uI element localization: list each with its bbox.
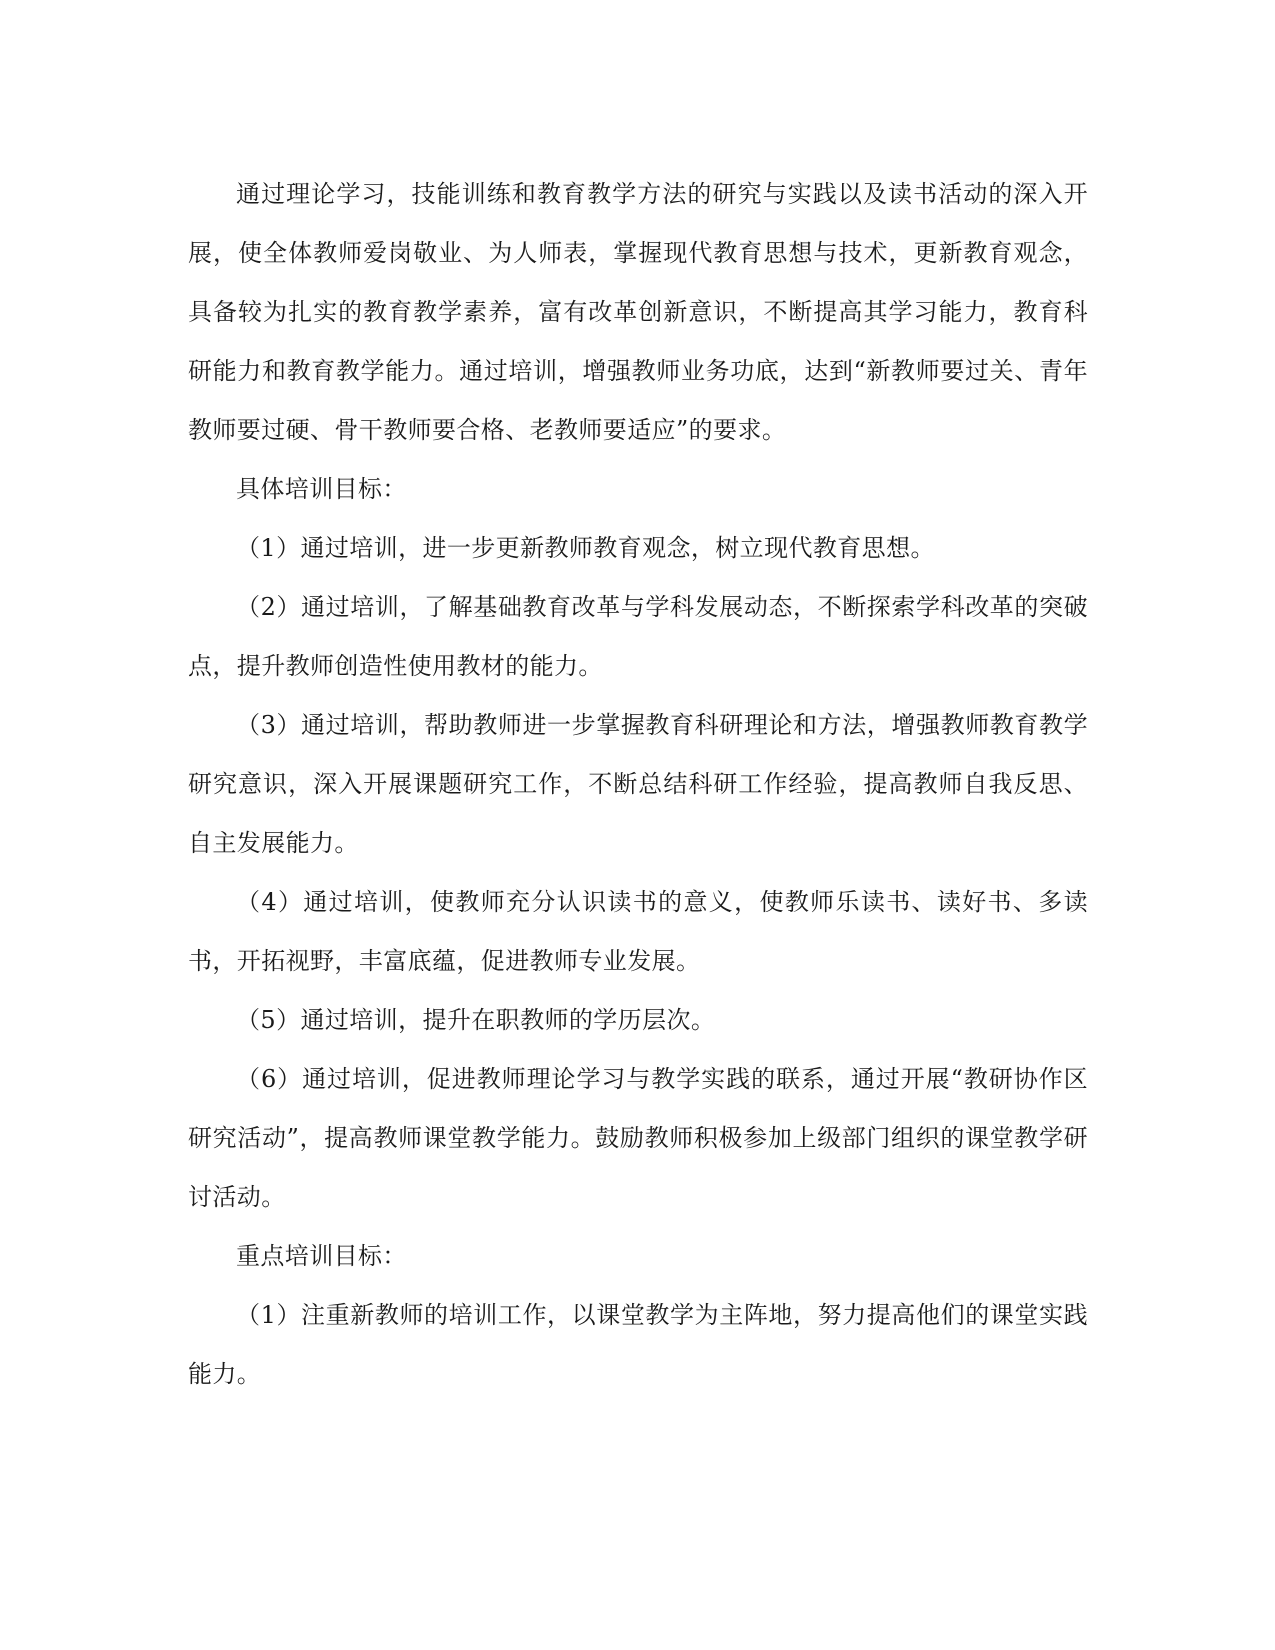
specific-goal-4: （4）通过培训，使教师充分认识读书的意义，使教师乐读书、读好书、多读书，开拓视野，丰富底蕴，促进教师专业发展。 bbox=[188, 888, 1088, 975]
heading-specific-goals: 具体培训目标： bbox=[236, 475, 407, 503]
specific-goal-5: （5）通过培训，提升在职教师的学历层次。 bbox=[236, 1006, 716, 1034]
specific-goal-3: （3）通过培训，帮助教师进一步掌握教育科研理论和方法，增强教师教育教学研究意识，深入开展课题研究工作，不断总结科研工作经验，提高教师自我反思、自主发展能力。 bbox=[188, 711, 1088, 857]
document-body bbox=[188, 165, 1088, 1404]
heading-key-goals: 重点培训目标： bbox=[236, 1242, 407, 1270]
paragraph-intro: 通过理论学习，技能训练和教育教学方法的研究与实践以及读书活动的深入开展，使全体教师爱岗敬业、为人师表，掌握现代教育思想与技术，更新教育观念，具备较为扎实的教育教学素养，富有改革创新意识，不断提高其学习能力，教育科研能力和教育教学能力。通过培训，增强教师业务功底，达到“新教师要过关、青年教师要过硬、骨干教师要合格、老教师要适应”的要求。 bbox=[188, 180, 1088, 444]
specific-goal-1: （1）通过培训，进一步更新教师教育观念，树立现代教育思想。 bbox=[236, 534, 935, 562]
specific-goal-2: （2）通过培训，了解基础教育改革与学科发展动态，不断探索学科改革的突破点，提升教师创造性使用教材的能力。 bbox=[188, 593, 1088, 680]
key-goal-1: （1）注重新教师的培训工作，以课堂教学为主阵地，努力提高他们的课堂实践能力。 bbox=[188, 1301, 1088, 1388]
specific-goal-6: （6）通过培训，促进教师理论学习与教学实践的联系，通过开展“教研协作区研究活动”，提高教师课堂教学能力。鼓励教师积极参加上级部门组织的课堂教学研讨活动。 bbox=[188, 1065, 1088, 1211]
